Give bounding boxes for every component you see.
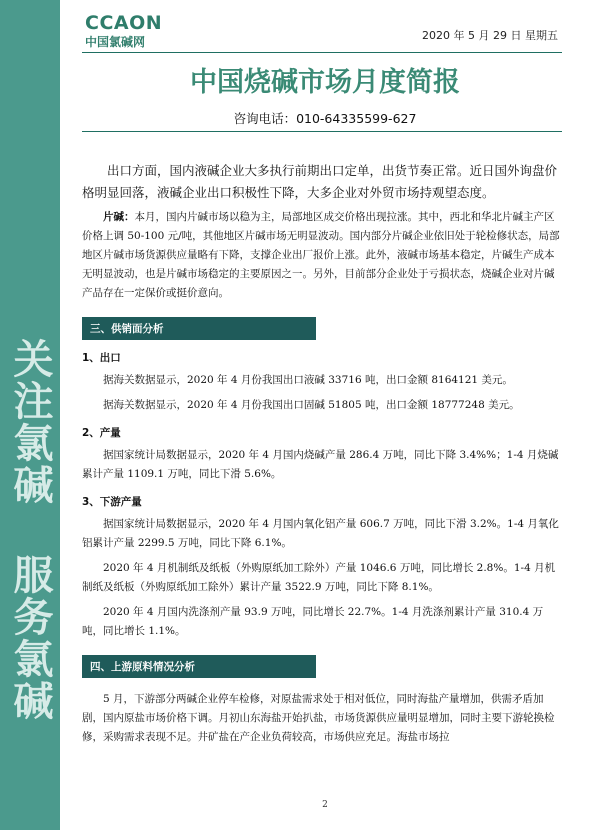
flake-lead: 片碱： [103, 211, 135, 223]
report-body [82, 160, 560, 747]
header-divider [82, 52, 562, 53]
flake-caustic-paragraph [82, 208, 560, 303]
report-date: 2020 年 5 月 29 日 星期五 [422, 29, 558, 42]
contact-phone: 咨询电话：010-64335599-627 [233, 111, 417, 126]
logo-text-en: CCAON [85, 12, 163, 34]
sidebar-slogan: 关注氯碱 服务氯碱 [7, 338, 53, 722]
logo-text-zh: 中国氯碱网 [85, 35, 146, 49]
report-title: 中国烧碱市场月度简报 [190, 67, 460, 98]
export-intro-paragraph: 出口方面，国内液碱企业大多执行前期出口定单，出货节奏正常。近日国外询盘价格明显回落，液碱企业出口积极性下降，大多企业对外贸市场持观望态度。 [82, 163, 558, 200]
title-divider [82, 131, 562, 132]
downstream-detergent-paragraph: 2020 年 4 月国内洗涤剂产量 93.9 万吨，同比增长 22.7%。1-4 月洗涤剂累计产量 310.4 万吨，同比增长 1.1%。 [82, 606, 544, 637]
export-paragraph-solid: 据海关数据显示，2020 年 4 月份我国出口固碱 51805 吨，出口金额 18777248 美元。 [103, 399, 520, 411]
sidebar-banner [0, 0, 60, 830]
export-paragraph-liquid: 据海关数据显示，2020 年 4 月份我国出口液碱 33716 吨，出口金额 8164121 美元。 [103, 374, 513, 386]
subsection-downstream-title: 3、下游产量 [82, 496, 142, 508]
downstream-alumina-paragraph: 据国家统计局数据显示，2020 年 4 月国内氧化铝产量 606.7 万吨，同比下滑 3.2%。1-4 月氧化铝累计产量 2299.5 万吨，同比下降 6.1%。 [82, 518, 559, 549]
flake-text: 本月，国内片碱市场以稳为主，局部地区成交价格出现拉涨。其中，西北和华北片碱主产区价格上调 50-100 元/吨，其他地区片碱市场无明显波动。国内部分片碱企业依旧处于轮检修状态，局部地区片碱市场货源供应量略有下降，支撑企业出厂报价上涨。此外，液碱市场基本稳定，片碱生产成本无明显波动，也是片碱市场稳定的主要原因之一。另外，目前部分企业处于亏损状态，烧碱企业对片碱产品存在一定保价或挺价意向。 [82, 211, 560, 299]
ccaon-logo [85, 12, 162, 50]
section-upstream-heading: 四、上游原料情况分析 [82, 655, 316, 678]
subsection-output-title: 2、产量 [82, 427, 121, 439]
page-number: 2 [322, 800, 328, 810]
downstream-paper-paragraph: 2020 年 4 月机制纸及纸板（外购原纸加工除外）产量 1046.6 万吨，同比增长 2.8%。1-4 月机制纸及纸板（外购原纸加工除外）累计产量 3522.9 万吨，同比下降 8.1%。 [82, 562, 556, 593]
section-supply-demand-heading: 三、供销面分析 [82, 317, 316, 340]
output-paragraph: 据国家统计局数据显示，2020 年 4 月国内烧碱产量 286.4 万吨，同比下降 3.4%%；1-4 月烧碱累计产量 1109.1 万吨，同比下滑 5.6%。 [82, 449, 559, 480]
subsection-export-title: 1、出口 [82, 352, 121, 364]
upstream-salt-paragraph: 5 月，下游部分两碱企业停车检修，对原盐需求处于相对低位，同时海盐产量增加，供需矛盾加剧，国内原盐市场价格下调。月初山东海盐开始扒盐，市场货源供应量明显增加，同时主要下游轮换检修，采购需求表现不足。井矿盐在产企业负荷较高，市场供应充足。海盐市场拉 [82, 693, 555, 743]
